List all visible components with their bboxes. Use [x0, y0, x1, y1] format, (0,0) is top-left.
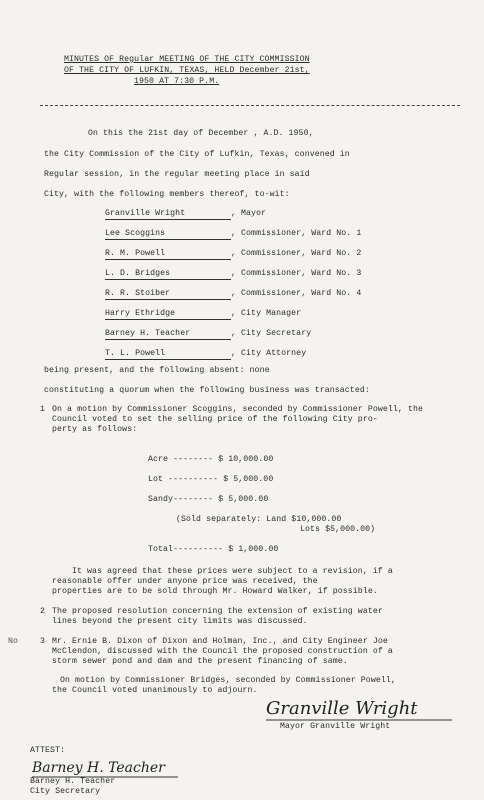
- member-row: Granville Wright , Mayor: [105, 209, 267, 218]
- secretary-signature: [28, 752, 198, 780]
- price-total-row: [148, 545, 278, 555]
- member-row: R. M. Powell , Commissioner, Ward No. 2: [105, 249, 362, 258]
- member-row: Harry Ethridge , City Manager: [105, 309, 302, 318]
- mayor-caption: Mayor Granville Wright: [280, 722, 391, 731]
- member-title: Commissioner, Ward No. 1: [241, 229, 362, 238]
- member-name: Granville Wright: [105, 209, 231, 220]
- mayor-signature: [262, 690, 462, 724]
- item1-cont-line-3: properties are to be sold through Mr. Howard Walker, if possible.: [52, 587, 378, 596]
- member-name: Barney H. Teacher: [105, 329, 231, 340]
- member-row: Lee Scoggins , Commissioner, Ward No. 1: [105, 229, 362, 238]
- secretary-title: City Secretary: [30, 787, 101, 796]
- price-value: $ 5,000.00: [223, 475, 274, 484]
- price-note-line-1: (Sold separately: Land $10,000.00: [176, 515, 342, 524]
- item-number: 3: [40, 637, 46, 646]
- item1-line-1: On a motion by Commissioner Scoggins, seconded by Commissioner Powell, the: [52, 405, 423, 414]
- item1-line-2: Council voted to set the selling price of the following City pro-: [52, 415, 378, 424]
- price-row: [148, 475, 273, 485]
- intro-line-2: the City Commission of the City of Lufkin, Texas, convened in: [44, 150, 350, 159]
- attest-label: ATTEST:: [30, 746, 66, 755]
- item3-line-3: storm sewer pond and dam and the present financing of same.: [52, 657, 348, 666]
- price-row: [148, 455, 273, 465]
- item2-line-1: The proposed resolution concerning the extension of existing water: [52, 607, 383, 616]
- secretary-name: Barney H. Teacher: [30, 777, 116, 786]
- presence-line-2: constituting a quorum when the following business was transacted:: [44, 386, 370, 395]
- secretary-signature-script: Barney H. Teacher: [32, 760, 165, 776]
- member-row: R. R. Stoiber , Commissioner, Ward No. 4: [105, 289, 362, 298]
- member-name: L. D. Bridges: [105, 269, 231, 280]
- closing-line-2: the Council voted unanimously to adjourn.: [52, 686, 258, 695]
- margin-note: No: [8, 637, 19, 646]
- intro-line-1: On this the 21st day of December , A.D. 1950,: [88, 129, 314, 138]
- header-line-1: MINUTES OF Regular MEETING OF THE CITY COMMISSION: [64, 55, 310, 64]
- item1-cont-line-1: It was agreed that these prices were subject to a revision, if a: [72, 567, 393, 576]
- item3-line-2: McClendon, discussed with the Council the proposed construction of a: [52, 647, 393, 656]
- header-line-2: OF THE CITY OF LUFKIN, TEXAS, HELD December 21st,: [64, 66, 310, 75]
- price-label: Acre --------: [148, 455, 214, 464]
- member-row: Barney H. Teacher , City Secretary: [105, 329, 312, 338]
- member-name: T. L. Powell: [105, 349, 231, 360]
- item2-line-2: lines beyond the present city limits was discussed.: [52, 617, 308, 626]
- member-title: City Manager: [241, 309, 302, 318]
- member-name: R. R. Stoiber: [105, 289, 231, 300]
- price-total-label: Total----------: [148, 545, 224, 554]
- member-title: Commissioner, Ward No. 4: [241, 289, 362, 298]
- mayor-signature-script: Granville Wright: [266, 698, 418, 719]
- member-name: R. M. Powell: [105, 249, 231, 260]
- member-title: Commissioner, Ward No. 2: [241, 249, 362, 258]
- member-name: Lee Scoggins: [105, 229, 231, 240]
- price-total-value: $ 1,000.00: [228, 545, 279, 554]
- member-row: T. L. Powell , City Attorney: [105, 349, 307, 358]
- intro-line-3: Regular session, in the regular meeting place in said: [44, 170, 310, 179]
- item3-line-1: Mr. Ernie B. Dixon of Dixon and Holman, Inc., and City Engineer Joe: [52, 637, 388, 646]
- header-line-3: 1950 AT 7:30 P.M.: [134, 77, 220, 86]
- item1-line-3: perty as follows:: [52, 425, 138, 434]
- intro-line-4: City, with the following members thereof, to-wit:: [44, 190, 290, 199]
- price-label: Lot ----------: [148, 475, 219, 484]
- price-note-line-2: Lots $5,000.00): [300, 525, 376, 534]
- member-title: City Secretary: [241, 329, 312, 338]
- price-row: [148, 495, 268, 505]
- item-number: 2: [40, 607, 46, 616]
- member-row: L. D. Bridges , Commissioner, Ward No. 3: [105, 269, 362, 278]
- header-divider: [40, 105, 460, 106]
- closing-line-1: On motion by Commissioner Bridges, seconded by Commissioner Powell,: [60, 676, 396, 685]
- item-number: 1: [40, 405, 46, 414]
- price-value: $ 5,000.00: [218, 495, 269, 504]
- member-title: Mayor: [241, 209, 267, 218]
- presence-line-1: being present, and the following absent: none: [44, 366, 270, 375]
- member-name: Harry Ethridge: [105, 309, 231, 320]
- member-title: City Attorney: [241, 349, 307, 358]
- item1-cont-line-2: reasonable offer under anyone price was received, the: [52, 577, 318, 586]
- price-value: $ 10,000.00: [218, 455, 274, 464]
- price-label: Sandy--------: [148, 495, 214, 504]
- member-title: Commissioner, Ward No. 3: [241, 269, 362, 278]
